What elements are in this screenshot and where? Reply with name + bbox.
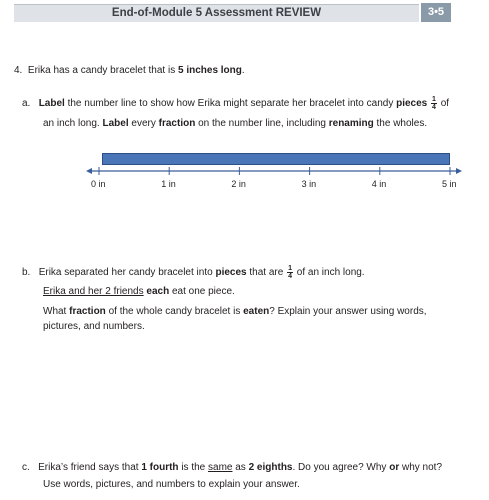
number-line	[86, 165, 462, 189]
part-b-text: What	[43, 306, 70, 317]
part-b-pieces-word: pieces	[215, 267, 247, 279]
part-b-letter: b.	[22, 267, 31, 279]
fraction-numerator: 1	[288, 265, 292, 272]
part-c-or-word: or	[389, 462, 400, 473]
part-c-line-1	[22, 461, 442, 475]
part-b-each-word: each	[146, 286, 170, 297]
part-a-line-2	[43, 117, 427, 131]
part-b-fraction-word: fraction	[69, 306, 106, 317]
part-c-text: as	[232, 462, 249, 473]
number-line-tick-label: 3 in	[301, 179, 317, 189]
grade-module-badge: 3•5	[421, 3, 451, 22]
page-header	[0, 0, 489, 21]
candy-bracelet-bar	[102, 153, 450, 165]
part-a-label-word: Label	[102, 118, 129, 129]
part-b-text-end: ? Explain your answer using words,	[269, 306, 427, 317]
number-line-tick-label: 5 in	[442, 179, 457, 189]
header-bar	[14, 4, 419, 22]
part-a-fraction-word: fraction	[158, 118, 196, 129]
part-a-text: an inch long.	[43, 118, 103, 129]
part-a-letter: a.	[22, 98, 31, 110]
fraction-one-fourth	[431, 96, 437, 111]
number-line-axis	[86, 165, 462, 177]
fraction-denominator: 4	[288, 273, 292, 280]
part-c-text: . Do you agree? Why	[292, 462, 390, 473]
fraction-denominator: 4	[432, 104, 436, 111]
part-b-text: Erika separated her candy bracelet into	[38, 267, 216, 279]
part-b-text: of the whole candy bracelet is	[105, 306, 244, 317]
part-b-line-2	[43, 285, 235, 299]
problem-stem	[14, 64, 245, 78]
fraction-one-fourth	[287, 265, 293, 280]
part-a-text-end: the wholes.	[373, 118, 428, 129]
part-b-text-end: of an inch long.	[293, 267, 365, 279]
part-b-eaten-word: eaten	[243, 306, 270, 317]
part-a-line-1	[22, 96, 449, 111]
part-a-text: on the number line, including	[195, 118, 329, 129]
part-c-two-eighths: 2 eighths	[248, 462, 293, 473]
part-c-text: is the	[178, 462, 209, 473]
problem-stem-end: .	[241, 65, 245, 76]
part-a-renaming-word: renaming	[328, 118, 374, 129]
left-arrow-icon	[86, 168, 92, 174]
part-b-underlined-text: Erika and her 2 friends	[43, 286, 144, 297]
part-b-line-3	[43, 305, 427, 319]
page-title: End-of-Module 5 Assessment REVIEW	[111, 7, 322, 19]
part-a-text: the number line to show how Erika might separate her bracelet into candy	[64, 98, 397, 110]
part-a-text-end: of	[437, 98, 450, 110]
problem-stem-text: Erika has a candy bracelet that is	[27, 65, 178, 76]
part-a-label-word: Label	[38, 98, 65, 110]
number-line-tick-label: 2 in	[231, 179, 246, 189]
number-line-tick-label: 4 in	[371, 179, 387, 189]
part-a-pieces-word: pieces	[396, 98, 428, 110]
part-c-line-2: Use words, pictures, and numbers to explain your answer.	[43, 479, 300, 490]
part-c-text: Erika’s friend says that	[38, 462, 142, 473]
part-c-one-fourth: 1 fourth	[141, 462, 179, 473]
problem-number: 4.	[14, 65, 23, 76]
part-c-same-word: same	[208, 462, 233, 473]
part-c-text-end: why not?	[399, 462, 443, 473]
part-a-text: every	[128, 118, 159, 129]
number-line-tick-label: 0 in	[91, 179, 106, 189]
part-b-text-end: eat one piece.	[169, 286, 235, 297]
part-b-text: that are	[246, 267, 287, 279]
part-b-line-1	[22, 265, 365, 280]
part-c-letter: c.	[22, 462, 30, 473]
fraction-numerator: 1	[432, 96, 436, 103]
right-arrow-icon	[456, 168, 462, 174]
problem-stem-bold: 5 inches long	[177, 65, 242, 76]
part-b-line-4: pictures, and numbers.	[43, 321, 145, 332]
number-line-tick-label: 1 in	[161, 179, 176, 189]
